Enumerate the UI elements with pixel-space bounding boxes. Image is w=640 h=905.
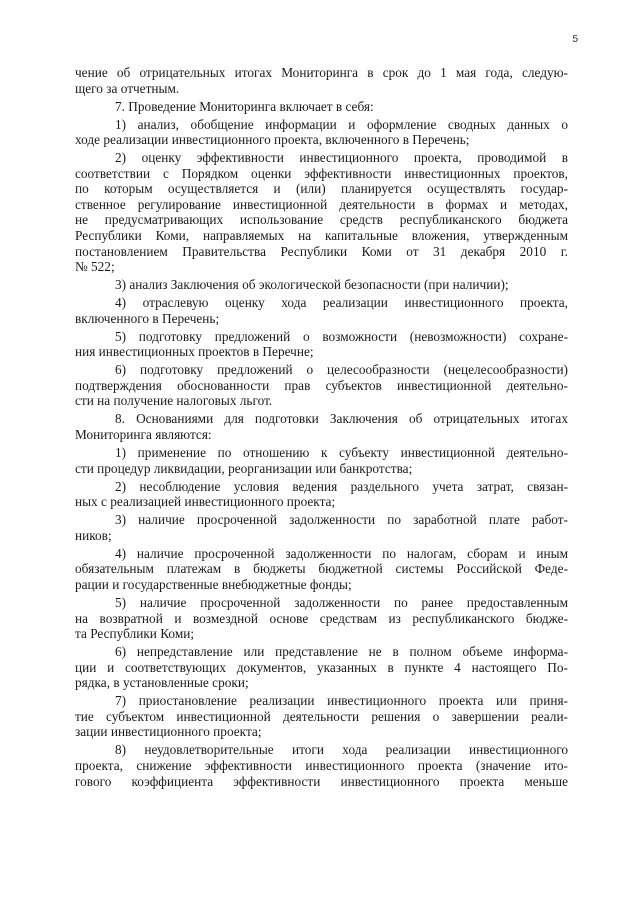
text-line: 7. Проведение Мониторинга включает в себя: [115,98,374,114]
text-line: 4) отраслевую оценку хода реализации инвестиционного проекта, [115,295,568,311]
text-line: ственное регулирование инвестиционной деятельности в формах и методах, [75,196,568,212]
text-line: соответствии с Порядком оценки эффективности инвестиционных проектов, [75,165,568,181]
document-body [75,65,568,789]
text-line: № 522; [75,259,115,275]
text-line: сти процедур ликвидации, реорганизации или банкротства; [75,460,413,476]
text-line: 8) неудовлетворительные итоги хода реализации инвестиционного [115,742,568,758]
text-line: та Республики Коми; [75,626,195,642]
text-line: постановлением Правительства Республики Коми от 31 декабря 2010 г. [75,243,568,259]
text-line: по которым осуществляется и (или) планируется осуществлять государ- [75,181,568,197]
text-line: 6) подготовку предложений о целесообразности (нецелесообразности) [115,362,568,378]
text-line: чение об отрицательных итогах Мониторинга в срок до 1 мая года, следую- [75,65,568,80]
text-line: рации и государственные внебюджетные фонды; [75,576,352,592]
text-line: ходе реализации инвестиционного проекта, включенного в Перечень; [75,132,470,148]
text-line: не предусматривающих использование средств республиканского бюджета [75,212,568,228]
text-line: тие субъектом инвестиционной деятельности решения о завершении реали- [75,708,568,724]
text-line: 7) приостановление реализации инвестиционного проекта или приня- [115,693,568,709]
text-line: 5) подготовку предложений о возможности (невозможности) сохране- [115,328,568,344]
text-line: ции и соответствующих документов, указанных в пункте 4 настоящего По- [75,659,568,675]
text-line: рядка, в установленные сроки; [75,675,249,691]
text-line: на возвратной и возмездной основе средствам из республиканского бюдже- [75,610,568,626]
text-line: ных с реализацией инвестиционного проекта; [75,494,336,510]
text-line: Республики Коми, направляемых на капитальные вложения, утвержденным [75,227,568,243]
text-line: обязательным платежам в бюджеты бюджетной системы Российской Феде- [75,561,568,577]
text-line: 4) наличие просроченной задолженности по налогам, сборам и иным [115,545,568,561]
text-line: ников; [75,527,112,543]
text-line: 2) несоблюдение условия ведения раздельного учета затрат, связан- [115,478,568,494]
text-line: проекта, снижение эффективности инвестиционного проекта (значение ито- [75,757,568,773]
text-line: 8. Основаниями для подготовки Заключения об отрицательных итогах [115,411,568,427]
text-line: включенного в Перечень; [75,310,220,326]
text-line: 3) анализ Заключения об экологической безопасности (при наличии); [115,277,509,293]
text-line: Мониторинга являются: [75,427,212,443]
text-line: ния инвестиционных проектов в Перечне; [75,344,314,360]
text-line: подтверждения обоснованности прав субъектов инвестиционной деятельно- [75,377,568,393]
text-line: зации инвестиционного проекта; [75,724,262,740]
text-line: 1) применение по отношению к субъекту инвестиционной деятельно- [115,445,568,461]
text-line: 1) анализ, обобщение информации и оформление сводных данных о [115,116,568,132]
page-number: 5 [572,34,578,45]
text-line: 5) наличие просроченной задолженности по ранее предоставленным [115,595,568,610]
text-line: щего за отчетным. [75,80,180,96]
text-line: 3) наличие просроченной задолженности по заработной плате работ- [115,512,568,528]
text-line: 2) оценку эффективности инвестиционного проекта, проводимой в [115,150,568,166]
text-line: гового коэффициента эффективности инвестиционного проекта меньше [75,773,568,789]
text-line: 6) непредставление или представление не в полном объеме информа- [115,644,568,660]
text-line: сти на получение налоговых льгот. [75,393,273,409]
